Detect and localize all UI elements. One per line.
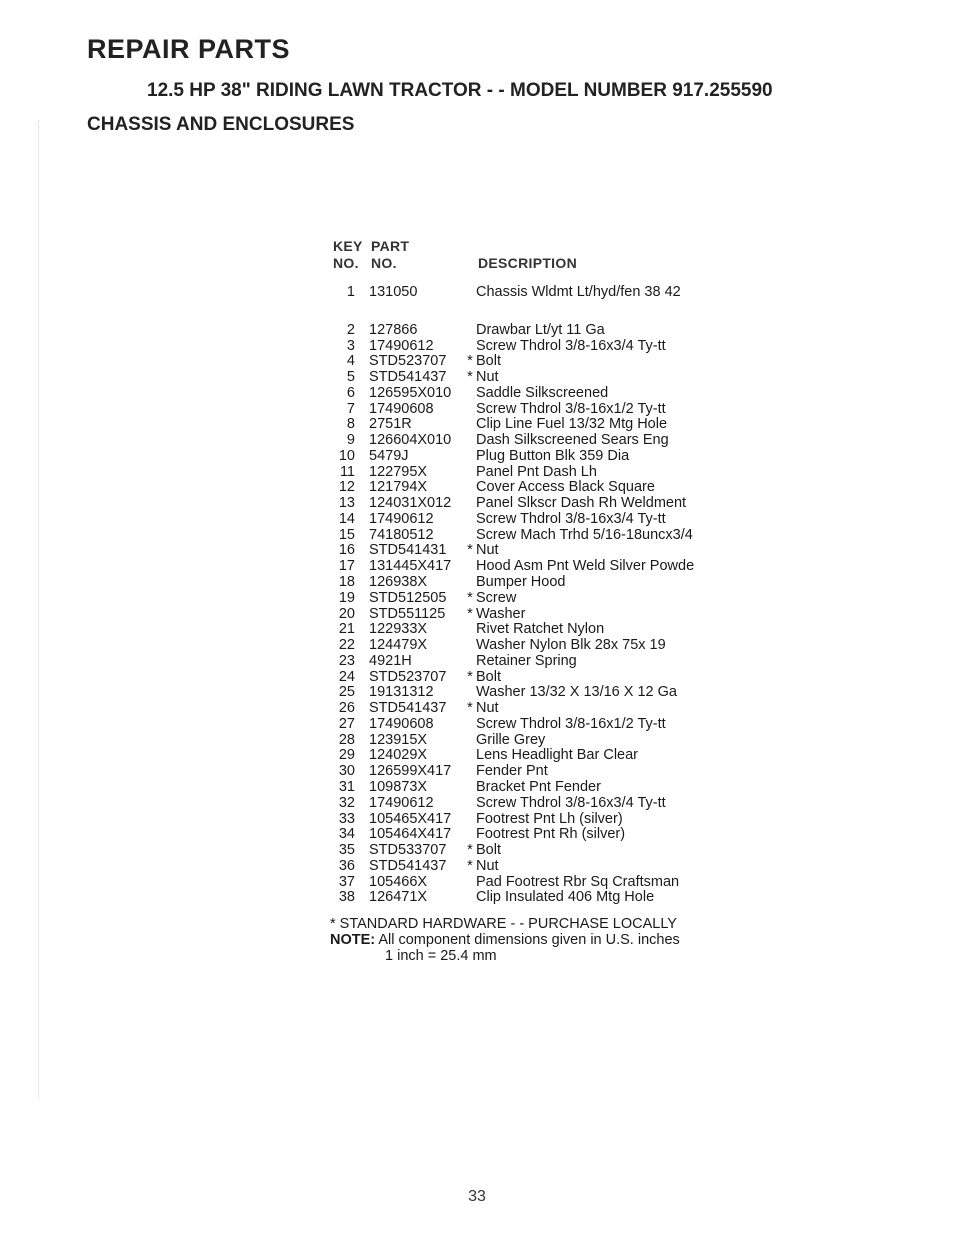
part-number: 124031X012 bbox=[369, 495, 452, 512]
part-row bbox=[0, 717, 954, 733]
key-number: 28 bbox=[338, 731, 355, 748]
key-number: 3 bbox=[346, 337, 355, 354]
part-number: 17490612 bbox=[369, 337, 434, 354]
part-row bbox=[0, 402, 954, 418]
part-number: STD541437 bbox=[369, 700, 447, 717]
standard-hardware-mark: * bbox=[467, 369, 473, 386]
part-description: Nut bbox=[476, 369, 499, 386]
column-header-no-2: NO. bbox=[371, 255, 397, 271]
key-number: 31 bbox=[338, 778, 355, 795]
key-number: 1 bbox=[346, 284, 355, 300]
key-number: 2 bbox=[346, 321, 355, 338]
part-description: Screw bbox=[476, 589, 517, 606]
part-row bbox=[0, 496, 954, 512]
part-number: 122795X bbox=[369, 463, 428, 480]
part-number: STD551125 bbox=[369, 605, 446, 622]
key-number: 30 bbox=[338, 763, 355, 780]
part-row bbox=[0, 480, 954, 496]
part-description: Bracket Pnt Fender bbox=[476, 778, 601, 795]
conversion-note: 1 inch = 25.4 mm bbox=[385, 948, 497, 964]
part-description: Screw Thdrol 3/8-16x3/4 Ty-tt bbox=[476, 794, 666, 811]
part-number: 17490612 bbox=[369, 510, 434, 527]
part-row bbox=[0, 701, 954, 717]
part-number: 122933X bbox=[369, 621, 428, 638]
key-number: 34 bbox=[338, 826, 355, 843]
part-number: 124029X bbox=[369, 747, 428, 764]
part-number: 2751R bbox=[369, 416, 412, 433]
key-number: 14 bbox=[338, 510, 355, 527]
standard-hardware-mark: * bbox=[467, 842, 473, 859]
part-number: 105466X bbox=[369, 873, 428, 890]
part-number: 127866 bbox=[369, 321, 418, 338]
key-number: 12 bbox=[338, 479, 355, 496]
part-row bbox=[0, 780, 954, 796]
part-row bbox=[0, 622, 954, 638]
part-row bbox=[0, 528, 954, 544]
part-number: 5479J bbox=[369, 447, 409, 464]
part-row bbox=[0, 859, 954, 875]
part-row bbox=[0, 512, 954, 528]
part-number: 126604X010 bbox=[369, 432, 452, 449]
part-number: 4921H bbox=[369, 652, 412, 669]
part-row bbox=[0, 433, 954, 449]
standard-hardware-mark: * bbox=[467, 700, 473, 717]
part-row bbox=[0, 796, 954, 812]
part-number: STD512505 bbox=[369, 589, 447, 606]
part-row bbox=[0, 764, 954, 780]
part-row bbox=[0, 607, 954, 623]
column-header-key: KEY bbox=[333, 238, 363, 254]
key-number: 19 bbox=[338, 589, 355, 606]
part-number: 17490612 bbox=[369, 794, 434, 811]
part-description: Grille Grey bbox=[476, 731, 546, 748]
part-description: Screw Thdrol 3/8-16x3/4 Ty-tt bbox=[476, 510, 666, 527]
key-number: 11 bbox=[339, 463, 355, 480]
part-row bbox=[0, 812, 954, 828]
key-number: 8 bbox=[346, 416, 355, 433]
part-description: Lens Headlight Bar Clear bbox=[476, 747, 639, 764]
key-number: 10 bbox=[338, 447, 355, 464]
standard-hardware-mark: * bbox=[467, 668, 473, 685]
column-header-description: DESCRIPTION bbox=[478, 255, 577, 271]
part-row bbox=[0, 685, 954, 701]
key-number: 13 bbox=[338, 495, 355, 512]
part-number: 123915X bbox=[369, 731, 428, 748]
key-number: 21 bbox=[338, 621, 355, 638]
part-description: Washer bbox=[476, 605, 526, 622]
key-number: 33 bbox=[338, 810, 355, 827]
key-number: 27 bbox=[338, 715, 355, 732]
key-number: 26 bbox=[338, 700, 355, 717]
part-number: 19131312 bbox=[369, 684, 434, 701]
key-number: 24 bbox=[338, 668, 355, 685]
column-header-part: PART bbox=[371, 238, 410, 254]
key-number: 16 bbox=[338, 542, 355, 559]
key-number: 36 bbox=[338, 857, 355, 874]
part-number: 126595X010 bbox=[369, 384, 452, 401]
part-description: Plug Button Blk 359 Dia bbox=[476, 447, 630, 464]
section-title: REPAIR PARTS bbox=[87, 34, 291, 64]
key-number: 7 bbox=[346, 400, 355, 417]
key-number: 15 bbox=[338, 526, 355, 543]
part-row bbox=[0, 843, 954, 859]
part-number: 17490608 bbox=[369, 715, 434, 732]
dimensions-note bbox=[330, 932, 680, 948]
part-number: 121794X bbox=[369, 479, 428, 496]
key-number: 4 bbox=[346, 353, 355, 370]
part-description: Screw Thdrol 3/8-16x1/2 Ty-tt bbox=[476, 400, 666, 417]
note-label: NOTE: bbox=[330, 932, 376, 948]
key-number: 17 bbox=[338, 558, 355, 575]
part-number: 126599X417 bbox=[369, 763, 452, 780]
part-number: 124479X bbox=[369, 637, 428, 654]
part-row bbox=[0, 465, 954, 481]
part-description: Cover Access Black Square bbox=[476, 479, 655, 496]
model-title: 12.5 HP 38" RIDING LAWN TRACTOR - - MODEL NUMBER 917.255590 bbox=[147, 80, 773, 101]
part-number: STD541437 bbox=[369, 857, 447, 874]
part-row bbox=[0, 386, 954, 402]
part-description: Bolt bbox=[476, 842, 501, 859]
part-number: 109873X bbox=[369, 778, 428, 795]
standard-hardware-mark: * bbox=[467, 589, 473, 606]
part-number: STD523707 bbox=[369, 668, 447, 685]
part-description: Drawbar Lt/yt 11 Ga bbox=[476, 321, 605, 338]
parts-list bbox=[0, 285, 954, 906]
part-number: 126471X bbox=[369, 889, 428, 906]
part-row bbox=[0, 827, 954, 843]
part-row bbox=[0, 559, 954, 575]
part-number: STD541431 bbox=[369, 542, 447, 559]
key-number: 38 bbox=[338, 889, 355, 906]
part-description: Retainer Spring bbox=[476, 652, 577, 669]
part-row bbox=[0, 638, 954, 654]
part-description: Clip Insulated 406 Mtg Hole bbox=[476, 889, 655, 906]
part-description: Panel Pnt Dash Lh bbox=[476, 463, 597, 480]
part-description: Nut bbox=[476, 857, 499, 874]
part-row bbox=[0, 370, 954, 386]
part-description: Washer Nylon Blk 28x 75x 19 bbox=[476, 637, 666, 654]
part-description: Pad Footrest Rbr Sq Craftsman bbox=[476, 873, 680, 890]
key-number: 18 bbox=[338, 574, 355, 591]
standard-hardware-mark: * bbox=[467, 605, 473, 622]
part-number: STD523707 bbox=[369, 353, 447, 370]
part-description: Screw Mach Trhd 5/16-18uncx3/4 bbox=[476, 526, 693, 543]
key-number: 6 bbox=[346, 384, 355, 401]
part-description: Nut bbox=[476, 542, 499, 559]
part-description: Footrest Pnt Rh (silver) bbox=[476, 826, 626, 843]
part-description: Saddle Silkscreened bbox=[476, 384, 609, 401]
part-number: 105465X417 bbox=[369, 810, 452, 827]
key-number: 23 bbox=[338, 652, 355, 669]
standard-hardware-mark: * bbox=[467, 857, 473, 874]
part-description: Dash Silkscreened Sears Eng bbox=[476, 432, 669, 449]
column-header-no-1: NO. bbox=[333, 255, 359, 271]
part-row bbox=[0, 591, 954, 607]
part-description: Bolt bbox=[476, 668, 501, 685]
standard-hardware-note: * STANDARD HARDWARE - - PURCHASE LOCALLY bbox=[330, 916, 677, 932]
part-description: Bumper Hood bbox=[476, 574, 566, 591]
part-number: STD541437 bbox=[369, 369, 447, 386]
part-number: 126938X bbox=[369, 574, 428, 591]
part-description: Nut bbox=[476, 700, 499, 717]
part-description: Bolt bbox=[476, 353, 501, 370]
key-number: 32 bbox=[338, 794, 355, 811]
part-number: 105464X417 bbox=[369, 826, 452, 843]
page-number: 33 bbox=[468, 1188, 486, 1205]
part-row bbox=[0, 654, 954, 670]
part-description: Footrest Pnt Lh (silver) bbox=[476, 810, 623, 827]
part-row bbox=[0, 543, 954, 559]
part-row bbox=[0, 733, 954, 749]
part-row bbox=[0, 890, 954, 906]
part-description: Panel Slkscr Dash Rh Weldment bbox=[476, 495, 687, 512]
note-text: All component dimensions given in U.S. inches bbox=[378, 932, 680, 948]
part-description: Chassis Wldmt Lt/hyd/fen 38 42 bbox=[476, 284, 681, 300]
key-number: 29 bbox=[338, 747, 355, 764]
part-description: Hood Asm Pnt Weld Silver Powde bbox=[476, 558, 695, 575]
part-row bbox=[0, 748, 954, 764]
key-number: 37 bbox=[338, 873, 355, 890]
part-row bbox=[0, 323, 954, 339]
part-number: 131445X417 bbox=[369, 558, 452, 575]
key-number: 9 bbox=[346, 432, 355, 449]
part-description: Fender Pnt bbox=[476, 763, 548, 780]
part-row bbox=[0, 417, 954, 433]
key-number: 25 bbox=[338, 684, 355, 701]
key-number: 22 bbox=[338, 637, 355, 654]
part-row bbox=[0, 354, 954, 370]
subsection-title: CHASSIS AND ENCLOSURES bbox=[87, 114, 355, 135]
part-description: Screw Thdrol 3/8-16x1/2 Ty-tt bbox=[476, 715, 666, 732]
part-number: 74180512 bbox=[369, 526, 434, 543]
part-description: Screw Thdrol 3/8-16x3/4 Ty-tt bbox=[476, 337, 666, 354]
part-row bbox=[0, 575, 954, 591]
key-number: 20 bbox=[338, 605, 355, 622]
standard-hardware-mark: * bbox=[467, 353, 473, 370]
part-number: 131050 bbox=[369, 284, 418, 300]
key-number: 5 bbox=[346, 369, 355, 386]
part-row bbox=[0, 339, 954, 355]
part-description: Washer 13/32 X 13/16 X 12 Ga bbox=[476, 684, 677, 701]
part-description: Clip Line Fuel 13/32 Mtg Hole bbox=[476, 416, 668, 433]
part-description: Rivet Ratchet Nylon bbox=[476, 621, 605, 638]
part-number: 17490608 bbox=[369, 400, 434, 417]
part-row bbox=[0, 285, 954, 301]
part-row bbox=[0, 670, 954, 686]
part-number: STD533707 bbox=[369, 842, 447, 859]
part-row bbox=[0, 449, 954, 465]
part-row bbox=[0, 875, 954, 891]
standard-hardware-mark: * bbox=[467, 542, 473, 559]
key-number: 35 bbox=[338, 842, 355, 859]
